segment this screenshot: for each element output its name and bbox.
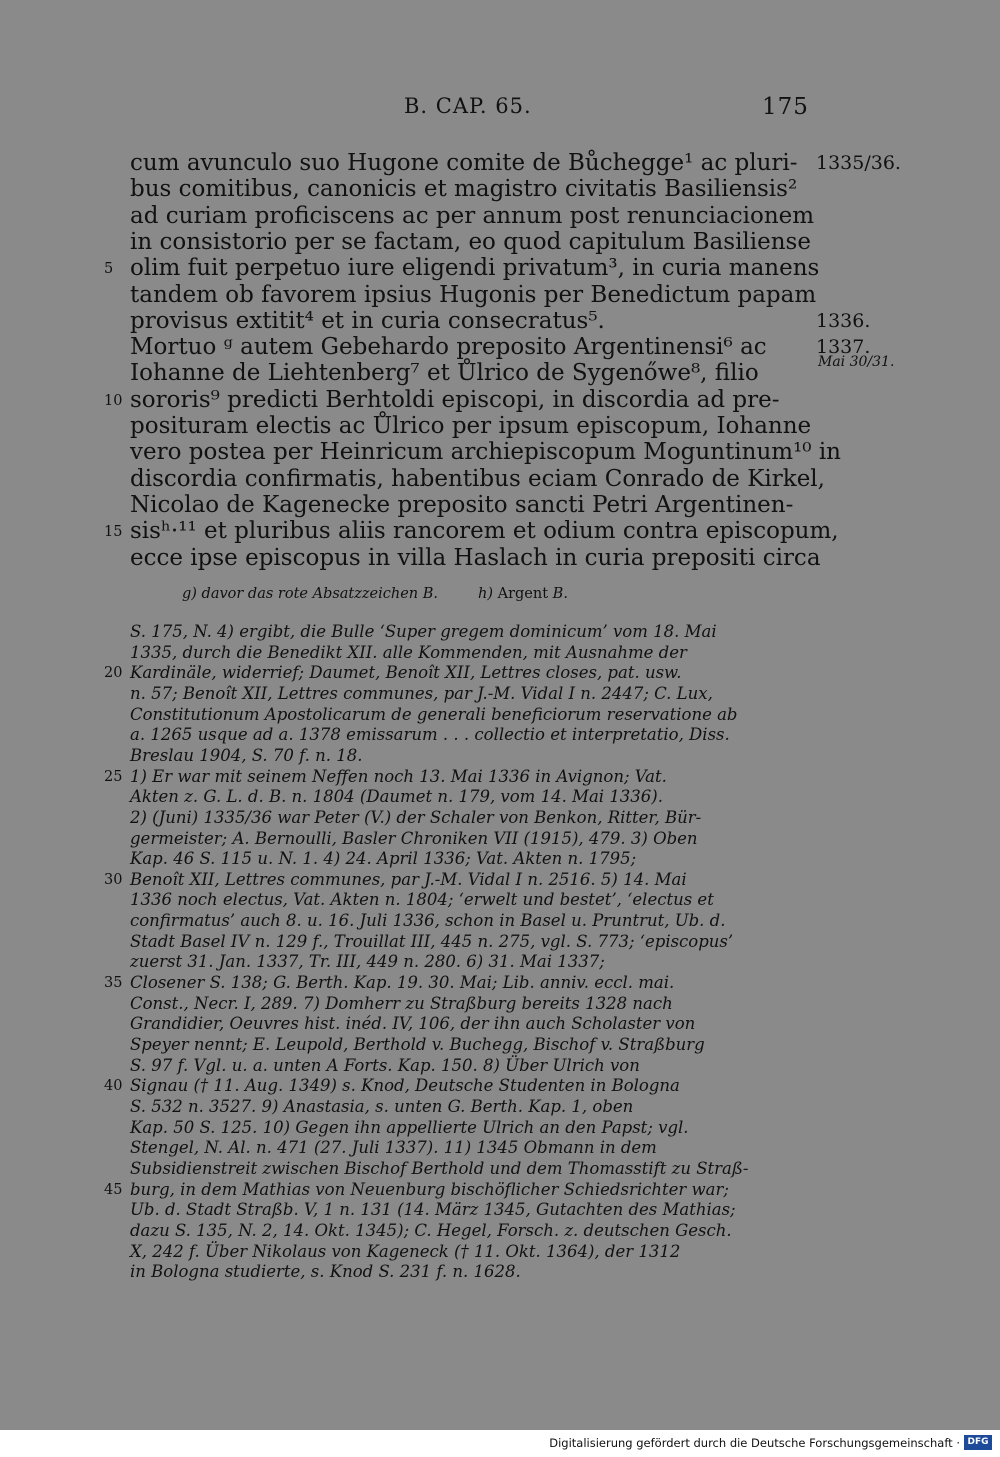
footnote-line: Akten z. G. L. d. B. n. 1804 (Daumet n. 179, vom 14. Mai 1336). xyxy=(130,787,663,807)
footnote-line: 1336 noch electus, Vat. Akten n. 1804; ‘erwelt und bestet’, ‘electus et xyxy=(130,890,714,910)
main-text-line: sisʰ·¹¹ et pluribus aliis rancorem et odium contra episcopum, xyxy=(130,518,839,545)
main-text-line: sororis⁹ predicti Berhtoldi episcopi, in discordia ad pre- xyxy=(130,386,780,413)
footnote-line: in Bologna studierte, s. Knod S. 231 f. n. 1628. xyxy=(130,1262,521,1282)
margin-date: 1336. xyxy=(816,309,871,332)
main-text-line: tandem ob favorem ipsius Hugonis per Benedictum papam xyxy=(130,281,817,308)
line-number: 40 xyxy=(104,1078,123,1095)
footnote-line: dazu S. 135, N. 2, 14. Okt. 1345); C. Hegel, Forsch. z. deutschen Gesch. xyxy=(130,1220,732,1240)
footnote-line: S. 97 f. Vgl. u. a. unten A Forts. Kap. 150. 8) Über Ulrich von xyxy=(130,1055,640,1075)
apparatus-h-prefix: h) xyxy=(478,586,498,602)
footnote-line: zuerst 31. Jan. 1337, Tr. III, 449 n. 280. 6) 31. Mai 1337; xyxy=(130,952,605,972)
footnote-line: Closener S. 138; G. Berth. Kap. 19. 30. Mai; Lib. anniv. eccl. mai. xyxy=(130,973,675,993)
footnote-line: Kardinäle, widerrief; Daumet, Benoît XII, Lettres closes, pat. usw. xyxy=(130,663,682,683)
main-text-line: cum avunculo suo Hugone comite de Bůchegge¹ ac pluri- xyxy=(130,150,798,176)
footnote-line: confirmatus’ auch 8. u. 16. Juli 1336, schon in Basel u. Pruntrut, Ub. d. xyxy=(130,911,726,931)
footnote-line: burg, in dem Mathias von Neuenburg bischöflicher Schiedsrichter war; xyxy=(130,1179,729,1199)
footnote-line: Constitutionum Apostolicarum de generali beneficiorum reservatione ab xyxy=(130,704,738,724)
footnote-line: a. 1265 usque ad a. 1378 emissarum . . . collectio et interpretatio, Diss. xyxy=(130,725,730,745)
footnote-line: Stengel, N. Al. n. 471 (27. Juli 1337). 11) 1345 Obmann in dem xyxy=(130,1138,657,1158)
footnote-line: 1335, durch die Benedikt XII. alle Kommenden, mit Ausnahme der xyxy=(130,642,687,662)
footer-bar xyxy=(0,1430,1000,1457)
main-text-line: in consistorio per se factam, eo quod capitulum Basiliense xyxy=(130,228,811,255)
footnote-line: Benoît XII, Lettres communes, par J.-M. Vidal I n. 2516. 5) 14. Mai xyxy=(130,869,687,889)
footnote-line: Breslau 1904, S. 70 f. n. 18. xyxy=(130,745,363,765)
footnote-line: Ub. d. Stadt Straßb. V, 1 n. 131 (14. März 1345, Gutachten des Mathias; xyxy=(130,1200,736,1220)
footnote-line: n. 57; Benoît XII, Lettres communes, par J.-M. Vidal I n. 2447; C. Lux, xyxy=(130,683,713,703)
main-text-line: vero postea per Heinricum archiepiscopum Moguntinum¹⁰ in xyxy=(130,439,841,466)
footnote-line: Stadt Basel IV n. 129 f., Trouillat III, 445 n. 275, vgl. S. 773; ‘episcopus’ xyxy=(130,931,734,951)
main-text-line: posituram electis ac Ůlrico per ipsum episcopum, Iohanne xyxy=(130,413,812,439)
line-number: 30 xyxy=(104,871,123,888)
footnote-line: Subsidienstreit zwischen Bischof Berthold und dem Thomasstift zu Straß- xyxy=(130,1158,749,1178)
line-number: 15 xyxy=(104,524,123,541)
main-text-line: olim fuit perpetuo iure eligendi privatum³, in curia manens xyxy=(130,255,820,282)
main-text-line: provisus extitit⁴ et in curia consecratus⁵. xyxy=(130,307,605,334)
critical-apparatus xyxy=(182,586,568,602)
footnote-line: Const., Necr. I, 289. 7) Domherr zu Straßburg bereits 1328 nach xyxy=(130,993,673,1013)
dfg-logo: DFG xyxy=(964,1435,992,1450)
main-text-line: Nicolao de Kagenecke preposito sancti Petri Argentinen- xyxy=(130,491,794,518)
line-number: 10 xyxy=(104,392,123,409)
footnote-line: Speyer nennt; E. Leupold, Berthold v. Buchegg, Bischof v. Straßburg xyxy=(130,1035,705,1054)
main-text-line: Iohanne de Liehtenberg⁷ et Ůlrico de Sygenőwe⁸, filio xyxy=(130,360,759,387)
line-number: 25 xyxy=(104,768,123,785)
footnote-line: Grandidier, Oeuvres hist. inéd. IV, 106, der ihn auch Scholaster von xyxy=(130,1014,696,1034)
page-number: 175 xyxy=(762,94,809,120)
funding-credit: Digitalisierung gefördert durch die Deutsche Forschungsgemeinschaft · xyxy=(549,1436,960,1450)
line-number: 5 xyxy=(104,261,114,278)
running-title: B. CAP. 65. xyxy=(404,94,532,118)
footnote-line: 2) (Juni) 1335/36 war Peter (V.) der Schaler von Benkon, Ritter, Bür- xyxy=(130,807,702,827)
line-number: 35 xyxy=(104,975,123,992)
margin-date: 1337. xyxy=(816,336,871,359)
main-text-line: ecce ipse episcopus in villa Haslach in curia prepositi circa xyxy=(130,544,821,571)
margin-date-may: Mai 30/31. xyxy=(818,354,895,370)
apparatus-g: g) davor das rote Absatzzeichen B. xyxy=(182,586,439,602)
main-text-line: bus comitibus, canonicis et magistro civitatis Basiliensis² xyxy=(130,176,798,203)
footnote-line: Kap. 46 S. 115 u. N. 1. 4) 24. April 1336; Vat. Akten n. 1795; xyxy=(130,849,637,869)
footnote-line: germeister; A. Bernoulli, Basler Chroniken VII (1915), 479. 3) Oben xyxy=(130,828,698,848)
footnote-line: 1) Er war mit seinem Neffen noch 13. Mai 1336 in Avignon; Vat. xyxy=(130,766,667,786)
main-text-line: discordia confirmatis, habentibus eciam Conrado de Kirkel, xyxy=(130,465,825,492)
footnote-line: X, 242 f. Über Nikolaus von Kageneck († 11. Okt. 1364), der 1312 xyxy=(130,1241,681,1261)
main-text-line: ad curiam proficiscens ac per annum post renunciacionem xyxy=(130,202,815,229)
footnote-line: Signau († 11. Aug. 1349) s. Knod, Deutsche Studenten in Bologna xyxy=(130,1076,680,1096)
line-number: 45 xyxy=(104,1181,123,1198)
line-number: 20 xyxy=(104,665,123,682)
footnote-line: Kap. 50 S. 125. 10) Gegen ihn appellierte Ulrich an den Papst; vgl. xyxy=(130,1117,689,1137)
margin-date: 1335/36. xyxy=(816,152,901,174)
footnote-line: S. 532 n. 3527. 9) Anastasia, s. unten G. Berth. Kap. 1, oben xyxy=(130,1096,634,1116)
main-text-line: Mortuo ᵍ autem Gebehardo preposito Argentinensi⁶ ac xyxy=(130,334,767,361)
footnote-line: S. 175, N. 4) ergibt, die Bulle ‘Super gregem dominicum’ vom 18. Mai xyxy=(130,622,717,641)
apparatus-h-word: Argent xyxy=(497,586,549,602)
apparatus-h-suffix: B. xyxy=(548,586,568,602)
